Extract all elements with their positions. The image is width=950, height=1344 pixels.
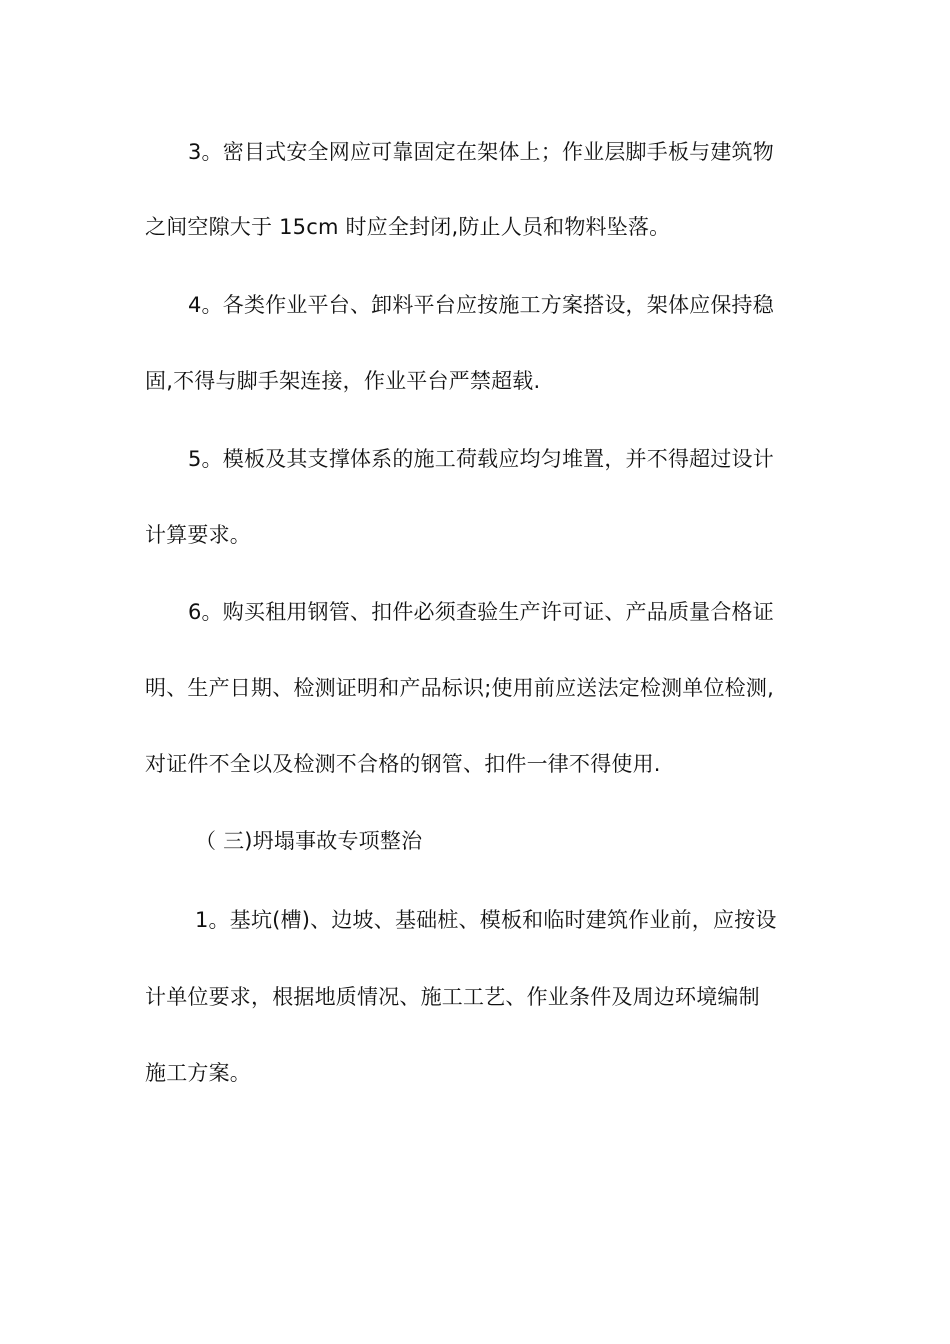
paragraph-1-line-1: 1。基坑(槽)、边坡、基础桩、模板和临时建筑作业前，应按设 [195,908,777,932]
paragraph-4-line-1: 4。各类作业平台、卸料平台应按施工方案搭设，架体应保持稳 [188,293,774,317]
paragraph-4-line-2: 固,不得与脚手架连接，作业平台严禁超载. [145,369,541,393]
paragraph-6-line-3: 对证件不全以及检测不合格的钢管、扣件一律不得使用. [145,752,661,776]
paragraph-3-line-1: 3。密目式安全网应可靠固定在架体上；作业层脚手板与建筑物 [188,140,774,164]
paragraph-5-line-2: 计算要求。 [145,523,251,547]
paragraph-1-line-2: 计单位要求，根据地质情况、施工工艺、作业条件及周边环境编制 [145,985,760,1009]
paragraph-1-line-3: 施工方案。 [145,1061,251,1085]
section-heading: （ 三)坍塌事故专项整治 [195,829,423,853]
paragraph-6-line-1: 6。购买租用钢管、扣件必须查验生产许可证、产品质量合格证 [188,600,774,624]
paragraph-6-line-2: 明、生产日期、检测证明和产品标识;使用前应送法定检测单位检测, [145,676,774,700]
paragraph-5-line-1: 5。模板及其支撑体系的施工荷载应均匀堆置，并不得超过设计 [188,447,774,471]
paragraph-3-line-2: 之间空隙大于 15cm 时应全封闭,防止人员和物料坠落。 [145,215,671,239]
